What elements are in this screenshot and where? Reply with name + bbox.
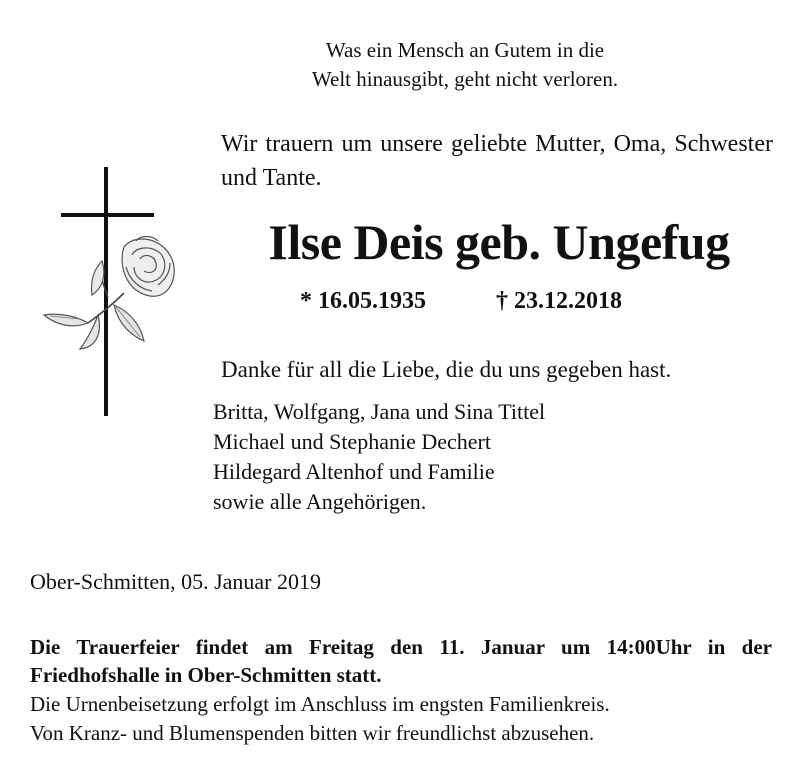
mourner-line: Michael und Stephanie Dechert [213,429,491,454]
mourner-line: sowie alle Angehörigen. [213,489,427,514]
place-and-date: Ober-Schmitten, 05. Januar 2019 [30,569,321,594]
rose-icon [44,237,174,350]
mourner-line: Britta, Wolfgang, Jana und Sina Tittel [213,399,546,424]
cross-icon [40,155,190,425]
thanks-line: Danke für all die Liebe, die du uns gegeben hast. [221,357,672,382]
birth-date: * 16.05.1935 [300,288,426,314]
ceremony-info: Die Trauerfeier findet am Freitag den 11. Januar um 14:00Uhr in der Friedhofshalle in Ober-Schmitten statt. [30,635,772,687]
note-line: Von Kranz- und Blumenspenden bitten wir freundlichst abzusehen. [30,721,595,745]
intro-text: Wir trauern um unsere geliebte Mutter, Oma, Schwester und Tante. [221,131,773,191]
note-line: Die Urnenbeisetzung erfolgt im Anschluss im engsten Familienkreis. [30,692,610,716]
motto-quote [250,36,680,94]
deceased-name: Ilse Deis geb. Ungefug [268,214,730,270]
mourner-line: Hildegard Altenhof und Familie [213,459,495,484]
mourners-list [213,397,545,517]
cross-with-rose [40,155,190,425]
burial-notes [30,690,610,748]
life-dates [300,284,622,318]
motto-line-2: Welt hinausgibt, geht nicht verloren. [311,67,619,91]
motto-line-1: Was ein Mensch an Gutem in die [325,38,605,62]
death-date: † 23.12.2018 [496,288,622,314]
